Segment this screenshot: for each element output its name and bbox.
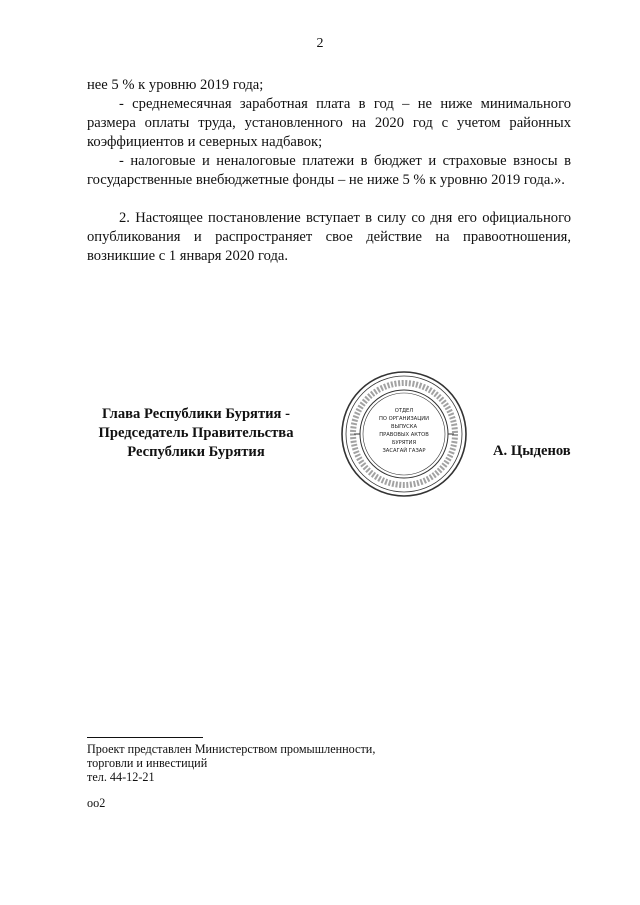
seal-text: ЗАСАГАЙ ГАЗАР	[382, 448, 426, 454]
seal-text: ПРАВОВЫХ АКТОВ	[379, 432, 429, 438]
official-seal	[336, 370, 472, 498]
seal-text: ОТДЕЛ	[394, 408, 414, 414]
document-body	[87, 76, 571, 266]
paragraph-effective-date: 2. Настоящее постановление вступает в силу со дня его официального опубликования и распространяет свое действие на правоотношения, возникшие с 1 января 2020 года.	[87, 210, 571, 264]
footnote-divider	[87, 737, 203, 738]
signatory-title	[76, 405, 316, 462]
footnote-line: торговли и инвестиций	[87, 756, 208, 770]
paragraph-continuation: нее 5 % к уровню 2019 года;	[87, 77, 264, 93]
signatory-name: А. Цыденов	[493, 443, 571, 459]
page-number: 2	[316, 36, 324, 51]
footnote-line: тел. 44-12-21	[87, 770, 155, 784]
seal-text: БУРЯТИЯ	[391, 440, 417, 446]
paragraph-salary: - среднемесячная заработная плата в год – не ниже минимального размера оплаты труда, установленного на 2020 год с учетом районных коэффициентов и северных надбавок;	[87, 96, 571, 150]
seal-text: ПО ОРГАНИЗАЦИИ	[378, 416, 430, 422]
signatory-title-line: Республики Бурятия	[127, 444, 265, 460]
document-code: оо2	[87, 796, 106, 810]
footnote-line: Проект представлен Министерством промышленности,	[87, 742, 376, 756]
seal-image	[336, 370, 472, 498]
paragraph-taxes: - налоговые и неналоговые платежи в бюджет и страховые взносы в государственные внебюджетные фонды – не ниже 5 % к уровню 2019 года.».	[87, 153, 571, 188]
seal-text: ВЫПУСКА	[390, 424, 418, 430]
footnote	[87, 742, 375, 784]
signatory-title-line: Глава Республики Бурятия -	[102, 406, 290, 422]
signatory-title-line: Председатель Правительства	[98, 425, 294, 441]
